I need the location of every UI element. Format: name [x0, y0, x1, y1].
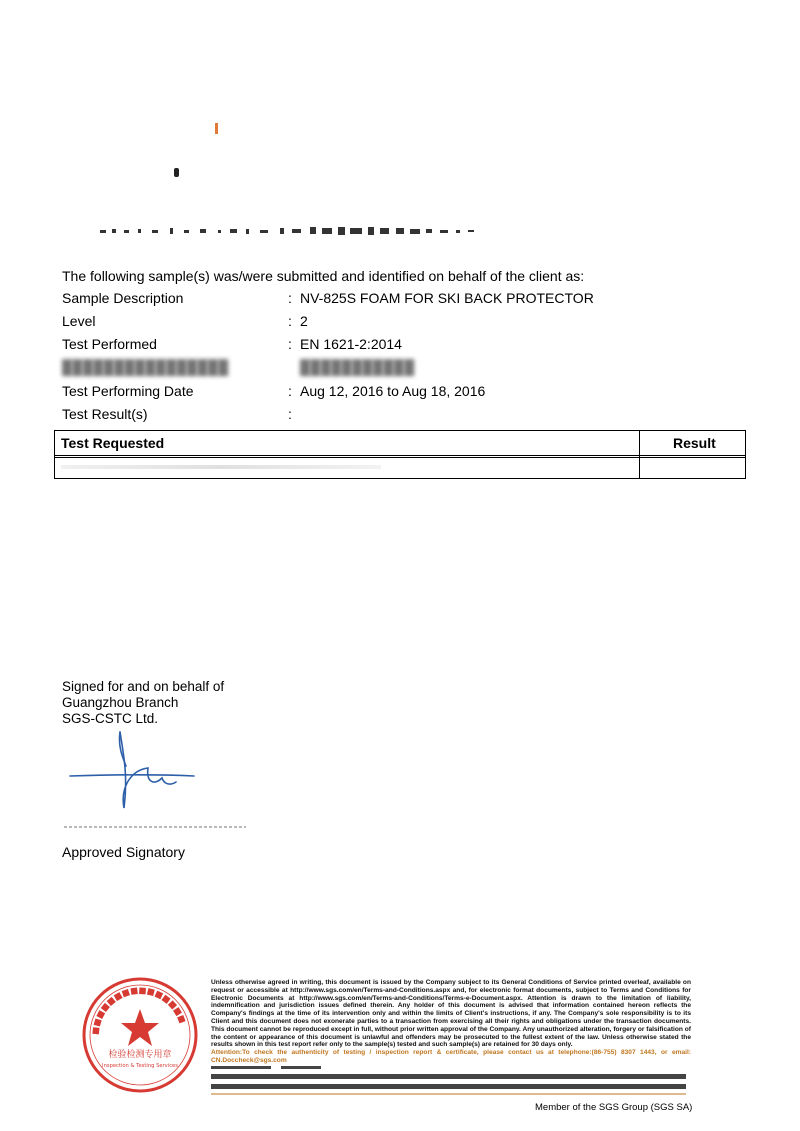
handwritten-signature	[62, 726, 252, 830]
field-label: Level	[62, 313, 96, 329]
field-value: 2	[300, 313, 308, 329]
company-line: SGS-CSTC Ltd.	[62, 711, 159, 726]
field-colon: :	[288, 336, 292, 352]
intro-text: The following sample(s) was/were submitted and identified on behalf of the client as:	[62, 268, 585, 284]
field-colon: :	[288, 290, 292, 306]
signature-block	[62, 679, 224, 727]
footer-disclaimer	[211, 979, 691, 1065]
field-colon: :	[288, 313, 292, 329]
field-value: EN 1621-2:2014	[300, 336, 402, 352]
redacted-row-content	[61, 465, 381, 469]
approved-signatory: Approved Signatory	[62, 844, 185, 860]
field-colon: :	[288, 383, 292, 399]
header-result: Result	[673, 435, 716, 451]
header-mark-dark	[174, 168, 179, 177]
stamp-star-icon	[121, 1009, 159, 1046]
redacted-value: ███████████	[300, 359, 415, 375]
stamp-english-text: Inspection & Testing Services	[102, 1063, 178, 1069]
field-value: NV-825S FOAM FOR SKI BACK PROTECTOR	[300, 290, 594, 306]
member-sgs-group: Member of the SGS Group (SGS SA)	[535, 1102, 693, 1113]
redacted-label: ████████████████	[62, 359, 229, 375]
stamp-arc-top: ■■■■■■■■■■■■■■■	[90, 985, 188, 1036]
header-test-requested: Test Requested	[61, 435, 165, 451]
results-table	[54, 430, 746, 479]
company-stamp	[80, 975, 200, 1095]
redacted-header-noise	[100, 225, 495, 237]
table-row	[55, 458, 745, 478]
field-label: Test Performing Date	[62, 383, 194, 399]
footer-body: Unless otherwise agreed in writing, this document is issued by the Company subject to its General Conditions of Service printed overleaf, available on request or accessible at http://www.sgs.com/en/Terms-and-Conditions.aspx and, for electronic format documents, subject to Terms and Conditions for Electronic Documents at http://www.sgs.com/en/Terms-and-Conditions/Terms-e-Document.aspx. Attention is drawn to the limitation of liability, indemnification and jurisdiction issues defined therein. Any holder of this document is advised that information contained hereon reflects the Company's findings at the time of its intervention only and within the limits of Client's instructions, if any. The Company's sole responsibility is to its Client and this document does not exonerate parties to a transaction from exercising all their rights and obligations under the transaction documents. This document cannot be reproduced except in full, without prior written approval of the Company. Any unauthorized alteration, forgery or falsification of the content or appearance of this document is unlawful and offenders may be prosecuted to the fullest extent of the law. Unless otherwise stated the results shown in this test report refer only to the sample(s) tested and such sample(s) are retained for 30 days only.	[211, 979, 691, 1049]
header-mark-orange	[215, 123, 218, 134]
signed-for-line: Signed for and on behalf of	[62, 679, 225, 694]
field-label: Test Performed	[62, 336, 157, 352]
branch-line: Guangzhou Branch	[62, 695, 179, 710]
redacted-footer-address	[211, 1064, 691, 1096]
field-colon: :	[288, 406, 292, 422]
field-value: Aug 12, 2016 to Aug 18, 2016	[300, 383, 486, 399]
table-header	[55, 431, 745, 458]
field-label: Sample Description	[62, 290, 184, 306]
field-label: Test Result(s)	[62, 406, 148, 422]
footer-attention: Attention:To check the authenticity of testing / inspection report & certificate, please contact us at telephone:(86-755) 8307 1443, or email: CN.Doccheck@sgs.com	[211, 1049, 691, 1064]
stamp-chinese-text: 检验检测专用章	[108, 1050, 172, 1060]
redacted-header-line	[100, 224, 495, 236]
